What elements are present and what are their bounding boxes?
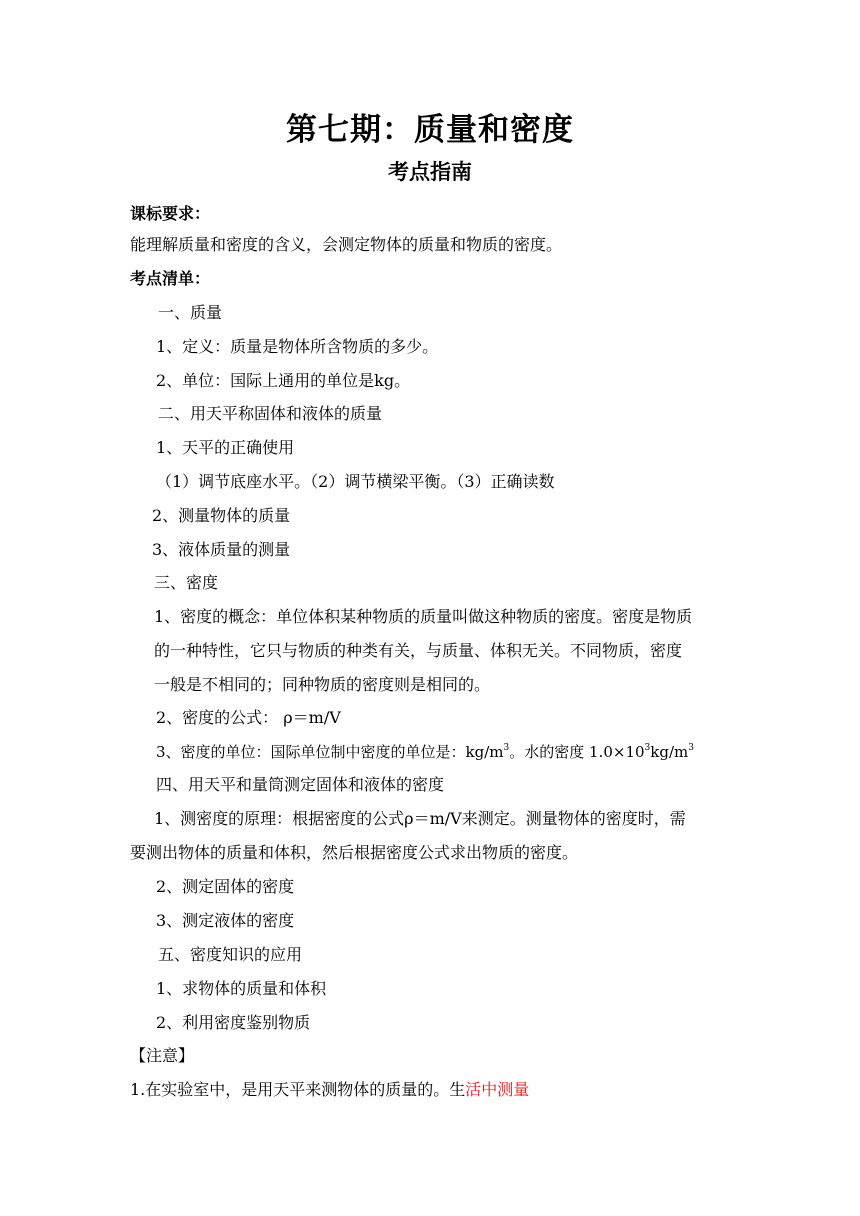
page-subtitle: 考点指南 [388, 160, 472, 184]
section-heading-measure-density: 四、用天平和量筒测定固体和液体的密度 [156, 775, 445, 794]
density-unit [156, 741, 694, 763]
note-item-1-text: 1.在实验室中，是用天平来测物体的质量的。生 [130, 1080, 466, 1099]
mass-unit: 2、单位：国际上通用的单位是kg。 [156, 371, 411, 390]
note-item-1-highlight: 活中测量 [465, 1080, 530, 1099]
density-unit-superscript-2: 3 [644, 743, 651, 753]
density-principle-line-1: 1、测密度的原理：根据密度的公式ρ＝m/V来测定。测量物体的密度时，需 [154, 809, 686, 828]
mass-definition: 1、定义：质量是物体所含物质的多少。 [156, 337, 439, 356]
density-unit-part-2: 。水的密度 1.0×10 [509, 743, 645, 761]
density-unit-superscript-3: 3 [688, 743, 694, 753]
measure-liquid-density: 3、测定液体的密度 [156, 911, 295, 930]
identify-substance: 2、利用密度鉴别物质 [156, 1013, 311, 1032]
page-title: 第七期：质量和密度 [286, 112, 574, 148]
section-heading-density: 三、密度 [154, 573, 219, 592]
density-principle-line-2: 要测出物体的质量和体积，然后根据密度公式求出物质的密度。 [130, 843, 579, 862]
requirements-heading: 课标要求： [130, 204, 211, 223]
density-concept-line-1: 1、密度的概念：单位体积某种物质的质量叫做这种物质的密度。密度是物质 [154, 607, 693, 626]
note-item-1 [130, 1079, 529, 1101]
section-heading-balance: 二、用天平称固体和液体的质量 [158, 404, 383, 423]
find-mass-volume: 1、求物体的质量和体积 [156, 979, 327, 998]
section-heading-mass: 一、质量 [158, 303, 223, 322]
measure-solid-density: 2、测定固体的密度 [156, 877, 295, 896]
balance-usage: 1、天平的正确使用 [156, 438, 295, 457]
balance-steps: （1）调节底座水平。（2）调节横梁平衡。（3）正确读数 [156, 472, 555, 491]
measure-object-mass: 2、测量物体的质量 [152, 506, 291, 525]
measure-liquid-mass: 3、液体质量的测量 [152, 540, 291, 559]
checklist-heading: 考点清单： [130, 269, 211, 288]
density-concept-line-3: 一般是不相同的；同种物质的密度则是相同的。 [154, 675, 491, 694]
note-heading: 【注意】 [130, 1046, 195, 1065]
section-heading-applications: 五、密度知识的应用 [158, 945, 303, 964]
requirements-text: 能理解质量和密度的含义，会测定物体的质量和物质的密度。 [130, 235, 563, 254]
density-unit-part-3: kg/m [650, 743, 689, 761]
density-unit-part-1: 3、密度的单位：国际单位制中密度的单位是：kg/m [156, 743, 504, 761]
density-formula: 2、密度的公式： ρ＝m/V [156, 708, 341, 727]
density-unit-superscript-1: 3 [503, 743, 510, 753]
density-concept-line-2: 的一种特性，它只与物质的种类有关，与质量、体积无关。不同物质，密度 [154, 641, 683, 660]
